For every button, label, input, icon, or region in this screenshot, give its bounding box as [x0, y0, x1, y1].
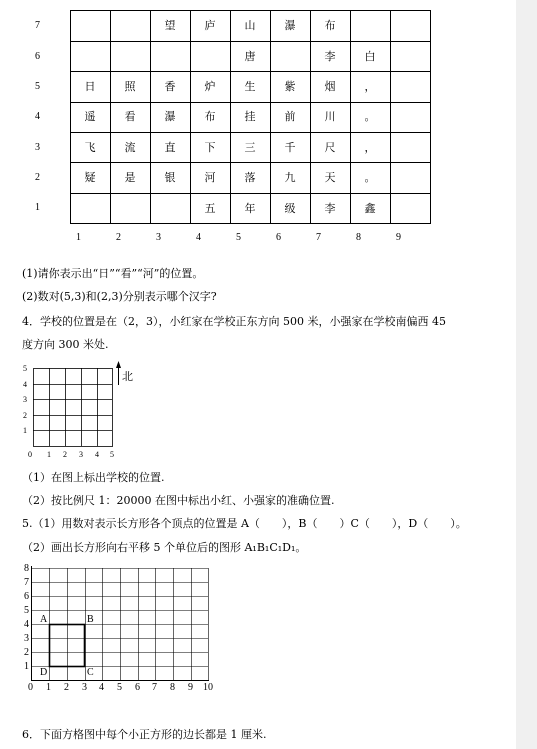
poem-cell: 庐	[204, 19, 216, 32]
poem-cell: 下	[204, 141, 216, 154]
row-label: 6	[35, 51, 40, 62]
y-label: 5	[23, 364, 27, 373]
y-label: 4	[24, 619, 29, 630]
question-5-part-1: 5.（1）用数对表示长方形各个顶点的位置是 A（ ），B（ ）C（ ），D（ ）。	[22, 517, 467, 530]
x-label: 3	[82, 682, 87, 693]
poem-cell: 千	[284, 141, 296, 154]
x-label: 4	[99, 682, 104, 693]
row-label: 2	[35, 172, 40, 183]
x-label: 2	[64, 682, 69, 693]
poem-cell: 尺	[324, 141, 336, 154]
poem-cell: 看	[124, 110, 136, 123]
x-label: 3	[79, 450, 83, 459]
x-label: 2	[63, 450, 67, 459]
poem-cell: 三	[244, 141, 256, 154]
poem-cell: 是	[124, 171, 136, 184]
x-label: 5	[110, 450, 114, 459]
vertex-b-label: B	[87, 614, 94, 625]
question-3-part-2: (2)数对(5,3)和(2,3)分别表示哪个汉字?	[22, 290, 217, 303]
x-label: 10	[203, 682, 213, 693]
poem-cell: 。	[364, 110, 376, 123]
y-label: 4	[23, 380, 27, 389]
question-4-text: 4．学校的位置是在（2，3），小红家在学校正东方向 500 米，小强家在学校南偏西 45	[22, 315, 446, 328]
poem-cell: 香	[164, 80, 176, 93]
poem-cell: 前	[284, 110, 296, 123]
y-label: 1	[24, 661, 29, 672]
x-label: 7	[152, 682, 157, 693]
vertex-c-label: C	[87, 667, 94, 678]
col-label: 2	[116, 232, 121, 243]
poem-cell: 流	[124, 141, 136, 154]
x-label: 5	[117, 682, 122, 693]
poem-cell: ，	[364, 141, 376, 154]
poem-cell: 级	[284, 202, 296, 215]
poem-cell: 李	[324, 202, 336, 215]
question-6-text: 6．下面方格图中每个小正方形的边长都是 1 厘米.	[22, 728, 267, 741]
row-label: 5	[35, 81, 40, 92]
poem-cell: 。	[364, 171, 376, 184]
x-label: 9	[188, 682, 193, 693]
poem-cell: ，	[364, 80, 376, 93]
vertex-a-label: A	[40, 614, 48, 625]
col-label: 3	[156, 232, 161, 243]
row-label: 4	[35, 111, 40, 122]
rectangle-abcd	[50, 625, 85, 667]
poem-cell: 烟	[324, 80, 336, 93]
col-label: 7	[316, 232, 321, 243]
poem-cell: 河	[204, 171, 216, 184]
poem-cell: 布	[324, 19, 336, 32]
question-5-part-2: （2）画出长方形向右平移 5 个单位后的图形 A₁B₁C₁D₁。	[22, 541, 307, 554]
y-label: 3	[24, 633, 29, 644]
poem-cell: 瀑	[284, 19, 296, 32]
x-label: 1	[46, 682, 51, 693]
poem-cell: 遥	[84, 110, 96, 123]
col-label: 4	[196, 232, 201, 243]
row-label: 7	[35, 20, 40, 31]
x-label: 6	[135, 682, 140, 693]
poem-cell: 白	[364, 50, 376, 63]
vertex-d-label: D	[40, 667, 48, 678]
north-label: 北	[122, 370, 133, 383]
poem-cell: 日	[84, 80, 96, 93]
question-4-part-1: （1）在图上标出学校的位置.	[22, 471, 165, 484]
x-label: 4	[95, 450, 99, 459]
poem-cell: 鑫	[364, 202, 376, 215]
col-label: 1	[76, 232, 81, 243]
poem-cell: 九	[284, 171, 296, 184]
poem-cell: 挂	[244, 110, 256, 123]
row-label: 3	[35, 142, 40, 153]
y-label: 6	[24, 591, 29, 602]
question-4-part-2: （2）按比例尺 1：20000 在图中标出小红、小强家的准确位置.	[22, 494, 335, 507]
y-label: 1	[23, 426, 27, 435]
y-label: 3	[23, 395, 27, 404]
poem-cell: 照	[124, 80, 136, 93]
poem-cell: 川	[324, 110, 336, 123]
poem-cell: 年	[244, 202, 256, 215]
poem-cell: 炉	[204, 80, 216, 93]
x-label: 0	[28, 682, 33, 693]
row-label: 1	[35, 202, 40, 213]
poem-cell: 生	[244, 80, 256, 93]
poem-cell: 直	[164, 141, 176, 154]
col-label: 8	[356, 232, 361, 243]
y-label: 7	[24, 577, 29, 588]
x-label: 8	[170, 682, 175, 693]
question-3-part-1: (1)请你表示出“日”“看”“河”的位置。	[22, 267, 204, 280]
poem-cell: 落	[244, 171, 256, 184]
y-label: 8	[24, 563, 29, 574]
y-label: 2	[23, 411, 27, 420]
poem-cell: 望	[164, 19, 176, 32]
poem-cell: 天	[324, 171, 336, 184]
poem-cell: 飞	[84, 141, 96, 154]
poem-cell: 紫	[284, 80, 296, 93]
x-label: 0	[28, 450, 32, 459]
col-label: 6	[276, 232, 281, 243]
question-4-text-cont: 度方向 300 米处.	[22, 338, 109, 351]
y-label: 2	[24, 647, 29, 658]
col-label: 5	[236, 232, 241, 243]
poem-cell: 瀑	[164, 110, 176, 123]
poem-cell: 布	[204, 110, 216, 123]
poem-cell: 唐	[244, 50, 256, 63]
poem-cell: 山	[244, 19, 256, 32]
poem-cell: 五	[204, 202, 216, 215]
poem-cell: 疑	[84, 171, 96, 184]
poem-cell: 银	[164, 171, 176, 184]
col-label: 9	[396, 232, 401, 243]
y-label: 5	[24, 605, 29, 616]
poem-cell: 李	[324, 50, 336, 63]
x-label: 1	[47, 450, 51, 459]
